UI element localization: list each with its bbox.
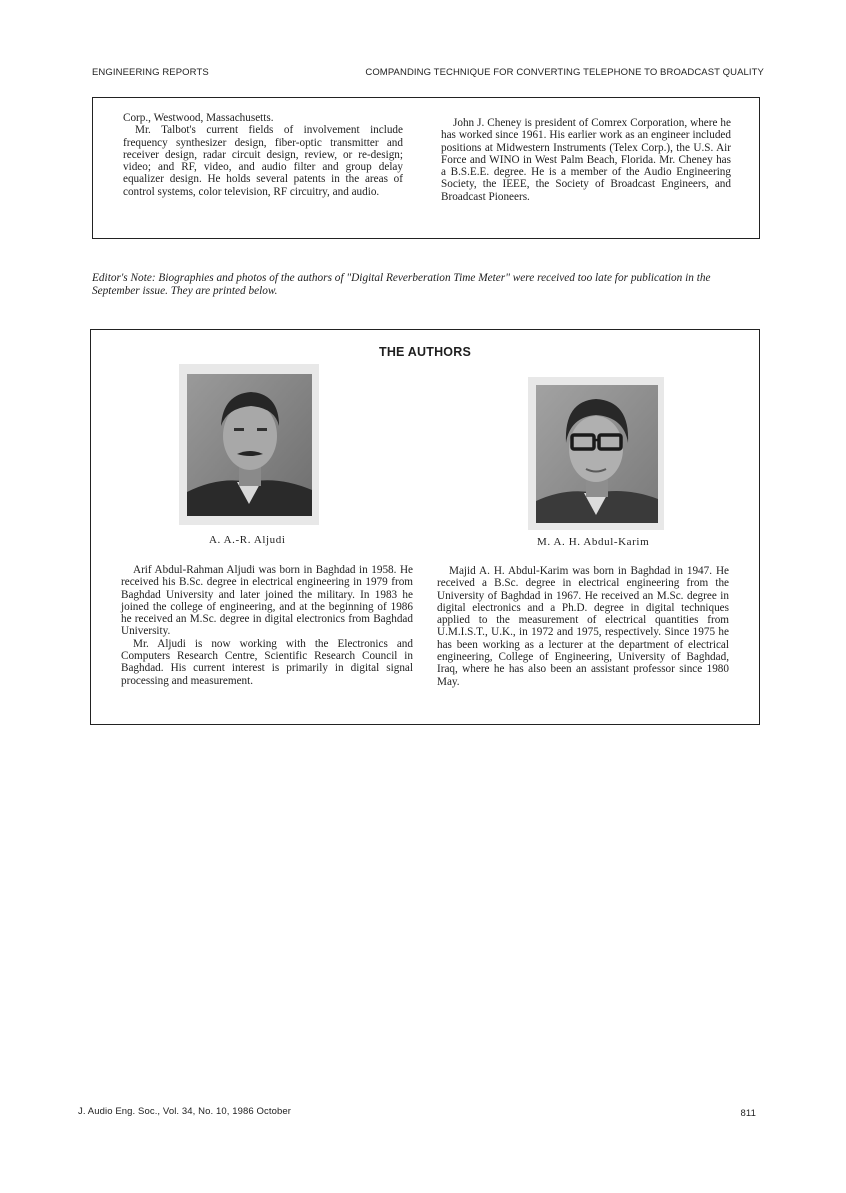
- bio-paragraph: Corp., Westwood, Massachusetts.: [123, 112, 274, 124]
- authors-section-title: THE AUTHORS: [378, 345, 471, 359]
- bio-paragraph: John J. Cheney is president of Comrex Corporation, where he has worked since 1961. His earlier work as an engineer included positions at Midwestern Instruments (Telex Corp.), the U.S. Air Force and WINO in West Palm Beach, Florida. Mr. Cheney has a B.S.E.E. degree. He is a member of the Audio Engineering Society, the IEEE, the Society of Broadcast Engineers, and Broadcast Pioneers.: [441, 117, 731, 203]
- bio-paragraph: Majid A. H. Abdul-Karim was born in Baghdad in 1947. He received a B.Sc. degree in electrical engineering from the University of Baghdad in 1967. He received an M.Sc. degree in digital electronics and a Ph.D. degree in digital techniques applied to the measurement of electrical quantities from U.M.I.S.T., U.K., in 1972 and 1975, respectively. Since 1975 he has been working as a lecturer at the department of electrical engineering, College of Engineering, University of Baghdad, Iraq, where he has also been an assistant professor since 1980 May.: [437, 565, 729, 688]
- authors-box: [90, 329, 760, 725]
- author2-bio-column: [437, 565, 729, 688]
- cheney-bio-column: [441, 117, 731, 203]
- bio-paragraph: Arif Abdul-Rahman Aljudi was born in Baghdad in 1958. He received his B.Sc. degree in electrical engineering in 1979 from Baghdad University and later joined the military. In 1983 he joined the college of engineering, and at the beginning of 1986 he received an M.Sc. degree in digital electronics from Baghdad University.: [121, 564, 413, 638]
- bio-paragraph: Mr. Aljudi is now working with the Electronics and Computers Research Centre, Scientific Research Council in Baghdad. His current interest is primarily in digital signal processing and measurement.: [121, 637, 413, 687]
- journal-citation-footer: J. Audio Eng. Soc., Vol. 34, No. 10, 1986 October: [78, 1106, 291, 1117]
- page-number: 811: [740, 1108, 756, 1119]
- author2-caption: M. A. H. Abdul-Karim: [537, 536, 650, 548]
- running-header-right: COMPANDING TECHNIQUE FOR CONVERTING TELEPHONE TO BROADCAST QUALITY: [365, 67, 764, 78]
- running-header-left: ENGINEERING REPORTS: [92, 67, 209, 78]
- editors-note: Editor's Note: Biographies and photos of the authors of "Digital Reverberation Time Meter" were received too late for publication in the September issue. They are printed below.: [92, 272, 711, 297]
- talbot-bio-column: [123, 112, 403, 198]
- author1-bio-column: [121, 564, 413, 687]
- author1-portrait-photo: [179, 364, 319, 525]
- previous-authors-bio-box: [92, 97, 760, 239]
- author2-portrait-photo: [528, 377, 664, 530]
- bio-paragraph: Mr. Talbot's current fields of involvement include frequency synthesizer design, fiber-optic transmitter and receiver design, radar circuit design, review, or re-design; video; and RF, video, and audio filter and group delay equalizer design. He holds several patents in the areas of control systems, color television, RF circuitry, and audio.: [123, 124, 403, 198]
- author1-caption: A. A.-R. Aljudi: [209, 534, 286, 546]
